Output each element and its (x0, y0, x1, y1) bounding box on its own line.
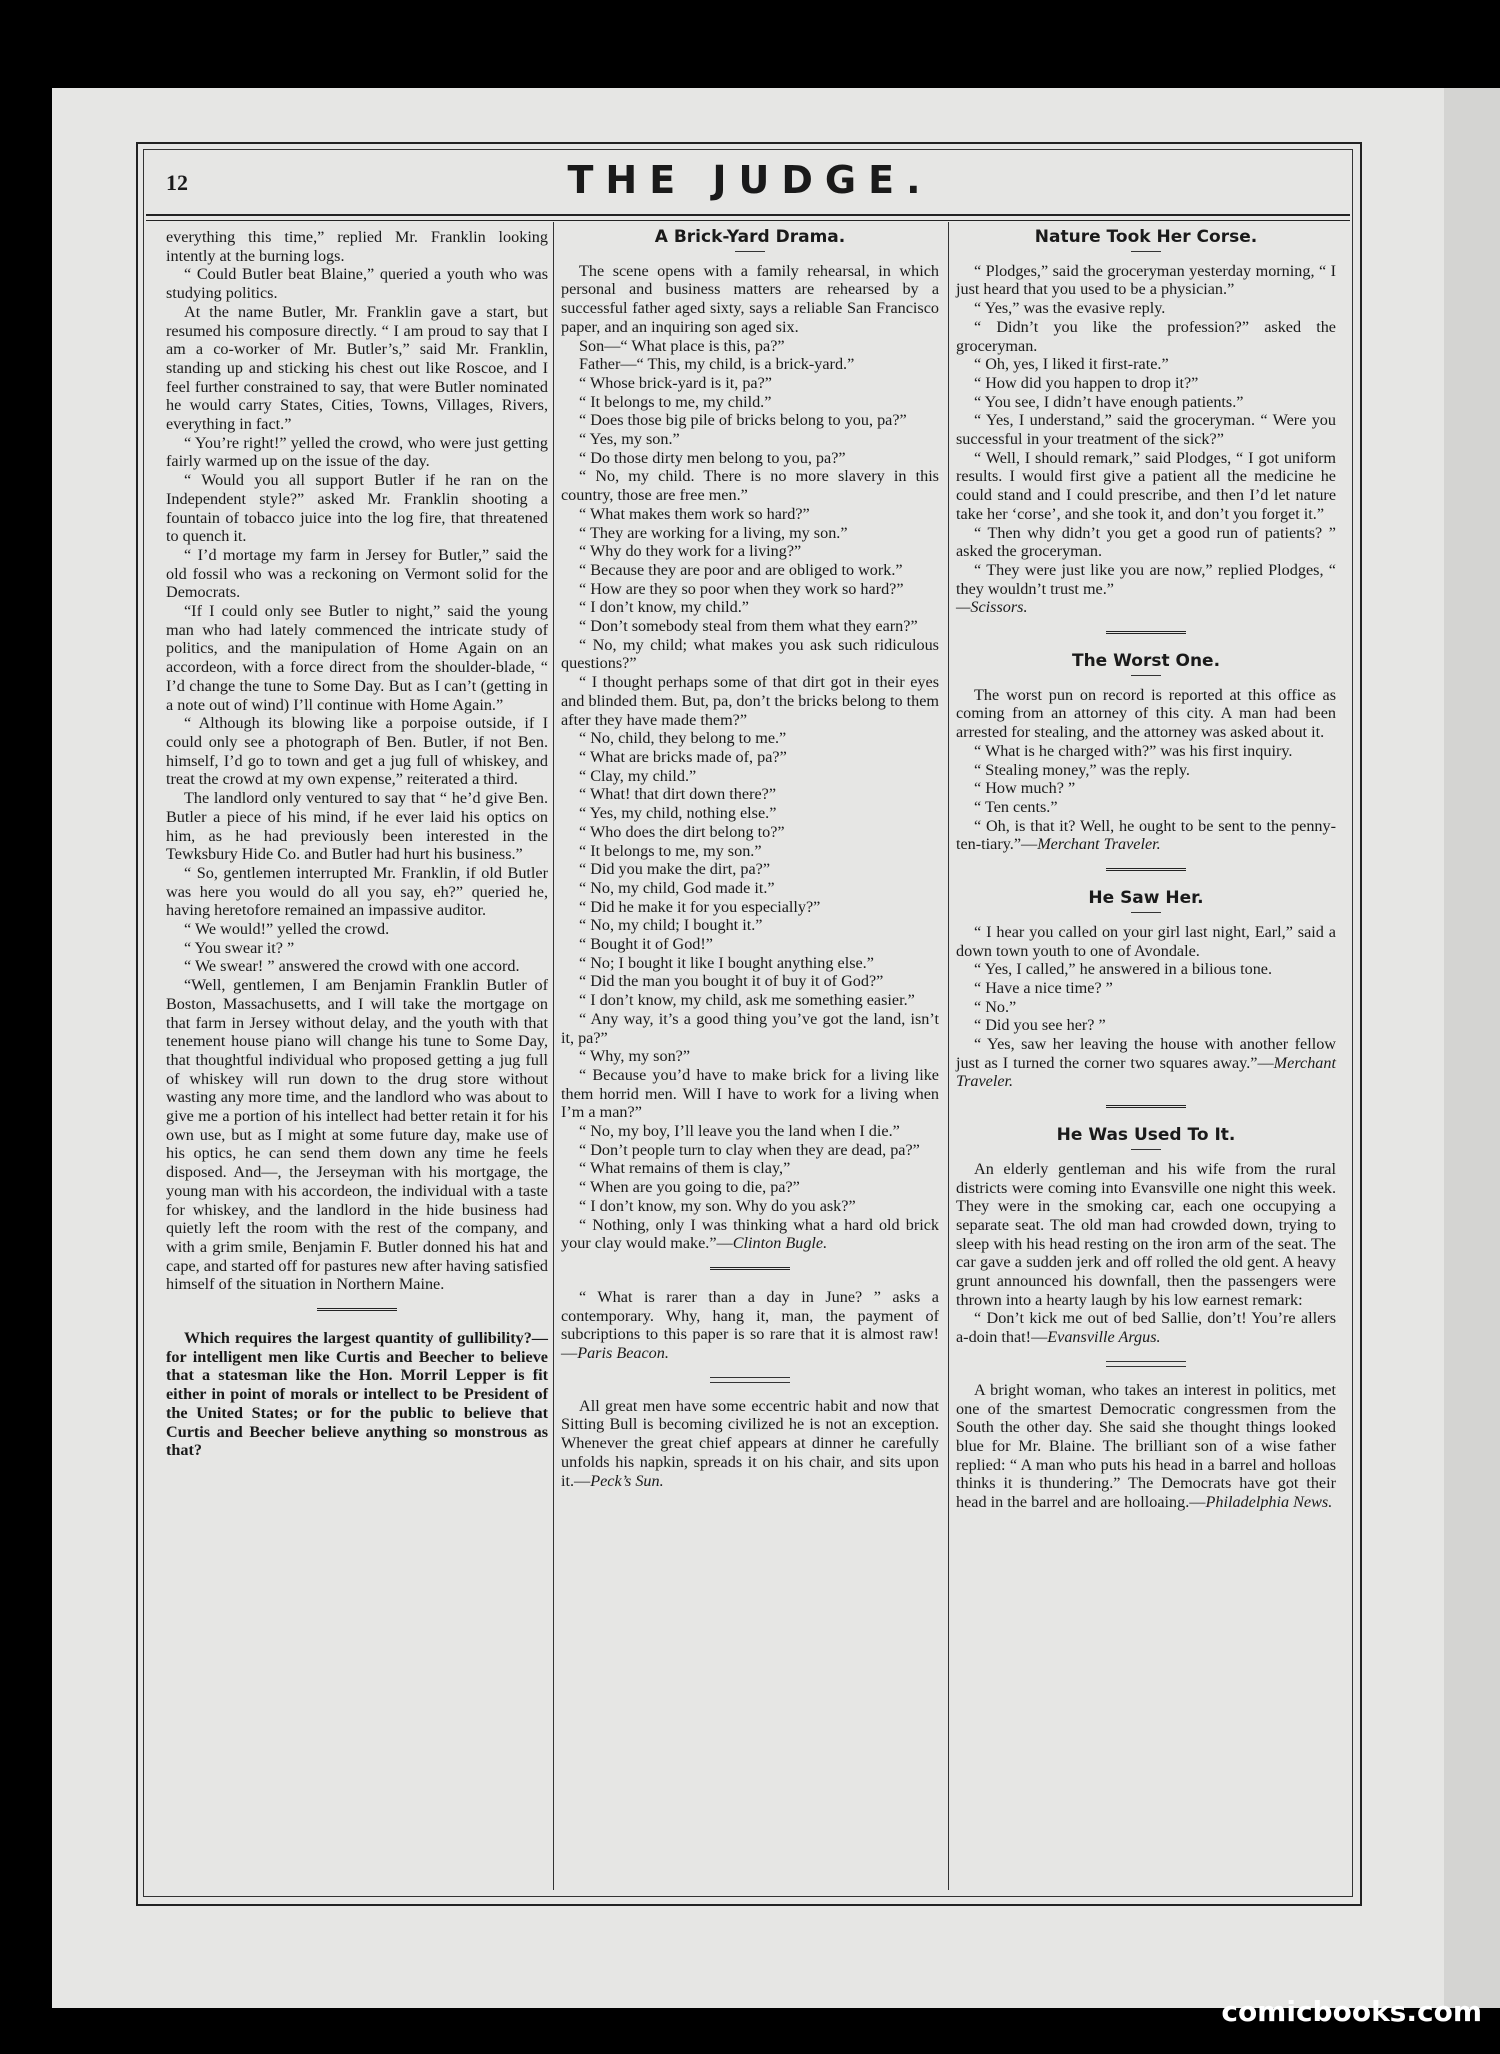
closing-paragraph: Which requires the largest quantity of gullibility?—for intelligent men like Curtis and Beecher to believe that a statesman like the Hon. Morril Lepper is fit either in point of morals or intellect to be President of the United States; or for the public to believe that Curtis and Beecher believe anything so monstrous as that? (166, 1329, 548, 1460)
dialogue-line: “ Because you’d have to make brick for a living like them horrid men. Will I have to work for a living when I’m a man?” (561, 1065, 939, 1122)
dialogue-line: “ I don’t know, my child.” (579, 598, 749, 617)
paragraph: “ Didn’t you like the profession?” asked the groceryman. (956, 317, 1336, 355)
source-credit: Merchant Traveler. (1037, 835, 1161, 854)
dialogue-line: “ What makes them work so hard?” (579, 504, 810, 523)
paragraph-text: “ Don’t kick me out of bed Sallie, don’t! You’re allers a-doin that!— (956, 1309, 1336, 1347)
dialogue-line (561, 1216, 939, 1253)
paragraph: everything this time,” replied Mr. Franklin looking intently at the burning logs. (166, 228, 548, 265)
dialogue-line: “ They are working for a living, my son.” (579, 523, 848, 542)
paragraph: “ You swear it? ” (184, 938, 295, 957)
column-rule-2 (948, 222, 949, 1890)
title-rule (1131, 1149, 1161, 1150)
paragraph: “ Ten cents.” (974, 797, 1058, 816)
paragraph: “ Well, I should remark,” said Plodges, “ I got uniform results. I would first give a patient all the medicine he could stand and I could prescribe, and then I’d let nature take her ‘corse’, and she took it, and don’t you forget it.” (956, 448, 1336, 523)
page-number: 12 (166, 170, 188, 195)
source-credit: —Scissors. (956, 598, 1028, 617)
paragraph: “ I’d mortage my farm in Jersey for Butler,” said the old fossil who was a reckoning on Vermont solid for the Democrats. (166, 545, 548, 602)
paragraph: “ Yes,” was the evasive reply. (974, 299, 1166, 318)
article-title: The Worst One. (1071, 651, 1221, 672)
dialogue-line: “ Whose brick-yard is it, pa?” (579, 373, 772, 392)
dialogue-line: “ Did you make the dirt, pa?” (579, 860, 771, 879)
dialogue-line: “ It belongs to me, my son.” (579, 841, 762, 860)
column-2 (561, 228, 939, 1490)
paragraph-text: “ Yes, saw her leaving the house with another fellow just as I turned the corner two squares away.”— (956, 1035, 1336, 1072)
paragraph: “ How did you happen to drop it?” (974, 373, 1199, 392)
paragraph: “ How much? ” (974, 779, 1076, 798)
paragraph: “If I could only see Butler to night,” said the young man who had lately commenced the intricate study of politics, and the manipulation of Home Again on an accordeon, with a force direct from the shoulder-blade, “ I’d change the tune to Some Day. But as I can’t (getting in a note out of wind) I’ll continue with Home Again.” (166, 602, 548, 714)
section-divider (1106, 1361, 1186, 1367)
paragraph: “ We swear! ” answered the crowd with one accord. (184, 957, 520, 976)
paragraph: “ You see, I didn’t have enough patients.” (974, 392, 1244, 411)
paragraph: “ Stealing money,” was the reply. (974, 760, 1190, 779)
dialogue-line: “ Do those dirty men belong to you, pa?” (579, 448, 846, 467)
dialogue-text: “ Nothing, only I was thinking what a hard old brick your clay would make.”— (561, 1215, 939, 1253)
paragraph: “ Plodges,” said the groceryman yesterday morning, “ I just heard that you used to be a physician.” (956, 261, 1336, 299)
paragraph: “ Although its blowing like a porpoise outside, if I could only see a photograph of Ben. Butler, if not Ben. himself, I’d go to town and get a jug full of whiskey, and treat the crowd at my own expense,” reiterated a third. (166, 714, 548, 789)
paragraph: “ We would!” yelled the crowd. (184, 920, 390, 939)
title-rule (1131, 912, 1161, 913)
dialogue-line: “ What remains of them is clay,” (579, 1159, 791, 1178)
dialogue-line: “ I thought perhaps some of that dirt got in their eyes and blinded them. But, pa, don’t the bricks belong to them after they have made them?” (561, 673, 939, 729)
column-1 (166, 228, 548, 1460)
dialogue-line: “ How are they so poor when they work so hard?” (579, 579, 904, 598)
article-title: He Was Used To It. (1056, 1125, 1236, 1146)
paragraph: “ Then why didn’t you get a good run of patients? ” asked the groceryman. (956, 523, 1336, 561)
source-credit: Peck’s Sun. (590, 1471, 664, 1490)
source-credit: Merchant Traveler. (956, 1053, 1336, 1091)
paragraph-text: “ Oh, is that it? Well, he ought to be sent to the penny-ten-tiary.”— (956, 816, 1336, 854)
paragraph: “Well, gentlemen, I am Benjamin Franklin Butler of Boston, Massachusetts, and I will take the mortgage on that farm in Jersey without delay, and the youth with that tenement house piano will change his tune to Some Day, that thoughtful individual who proposed getting a jug full of whiskey will run down to the drug store without wasting any more time, and the landlord who was about to give me a portion of his intellect had better retain it for his own use, but as I might at some future day, make use of his optics, he can send them down any time he feels disposed. And—, the Jerseyman with his mortgage, the young man with his accordeon, the individual with a taste for whiskey, and the landlord in the hide business had quietly left the room with the rest of the company, and with a grim smile, Benjamin F. Butler donned his hat and cape, and started off for pastures new after having satisfied himself of the situation in Northern Maine. (166, 976, 548, 1294)
paragraph: “ No.” (974, 997, 1017, 1016)
dialogue-line: “ No, my boy, I’ll leave you the land when I die.” (579, 1122, 900, 1141)
dialogue-line: “ Did the man you bought it of buy it of God?” (579, 972, 884, 991)
dialogue-line: “ I don’t know, my son. Why do you ask?” (579, 1196, 856, 1215)
section-divider (1106, 631, 1186, 636)
section-divider (710, 1267, 790, 1272)
paragraph: “ Oh, yes, I liked it first-rate.” (974, 355, 1169, 374)
paragraph-text: A bright woman, who takes an interest in politics, met one of the smartest Democratic congressmen from the South the other day. She said she thought things looked blue for Mr. Blaine. The brilliant son of a wise father replied: “ A man who puts his head in a barrel and holloas thinks it is thundering.” The Democrats have got their head in the barrel and are holloaing.— (956, 1380, 1336, 1512)
paragraph (561, 1288, 939, 1363)
dialogue-line: “ No; I bought it like I bought anything else.” (579, 953, 874, 972)
title-rule (1131, 251, 1161, 252)
article-title: A Brick-Yard Drama. (654, 227, 846, 247)
dialogue-line: “ Why do they work for a living?” (579, 542, 802, 561)
dialogue-line: “ Don’t somebody steal from them what they earn?” (579, 617, 918, 636)
paragraph: The worst pun on record is reported at this office as coming from an attorney of this city. A man had been arrested for stealing, and the attorney was asked about it. (956, 685, 1336, 742)
paragraph: “ Would you all support Butler if he ran on the Independent style?” asked Mr. Franklin shooting a fountain of tobacco juice into the log fire, that threatened to quench it. (166, 471, 548, 546)
dialogue-line: “ No, my child; I bought it.” (579, 916, 763, 935)
section-divider (317, 1308, 397, 1313)
paragraph: The scene opens with a family rehearsal, in which personal and business matters are rehearsed by a successful father aged sixty, says a reliable San Francisco paper, and an inquiring son aged six. (561, 261, 939, 336)
paragraph: “ You’re right!” yelled the crowd, who were just getting fairly warmed up on the issue of the day. (166, 433, 548, 471)
paragraph (956, 1035, 1336, 1091)
dialogue-line: “ No, my child, God made it.” (579, 878, 775, 897)
dialogue-line: “ It belongs to me, my child.” (579, 392, 772, 411)
paragraph-text: “ What is rarer than a day in June? ” asks a contemporary. Why, hang it, man, the payment of subcriptions to this paper is so rare that it is almost raw!— (561, 1287, 939, 1363)
paragraph: “ So, gentlemen interrupted Mr. Franklin, if old Butler was here you would do all you say, eh?” queried he, having heretofore remained an impassive auditor. (166, 863, 548, 920)
masthead-title: THE JUDGE. (567, 158, 933, 202)
dialogue-line: “ No, child, they belong to me.” (579, 729, 787, 748)
paragraph: “ Did you see her? ” (974, 1016, 1106, 1035)
paragraph: “ I hear you called on your girl last night, Earl,” said a down town youth to one of Avondale. (956, 922, 1336, 960)
next-page-edge (1444, 88, 1500, 2008)
dialogue-line: “ Because they are poor and are obliged to work.” (579, 560, 903, 579)
site-watermark: comicbooks.com (1221, 1995, 1482, 2028)
column-rule-1 (553, 222, 554, 1890)
dialogue-line: “ When are you going to die, pa?” (579, 1178, 800, 1197)
paragraph: “ Yes, I understand,” said the groceryman. “ Were you successful in your treatment of the sick?” (956, 411, 1336, 449)
section-divider (710, 1377, 790, 1383)
paragraph: “ They were just like you are now,” replied Plodges, “ they wouldn’t trust me.” (956, 560, 1336, 598)
section-divider (1106, 1105, 1186, 1110)
source-credit: Clinton Bugle. (732, 1234, 828, 1253)
source-credit: Paris Beacon. (577, 1344, 669, 1363)
paragraph: “ What is he charged with?” was his first inquiry. (974, 741, 1293, 760)
dialogue-line: “ Bought it of God!” (579, 935, 713, 954)
paragraph (561, 1397, 939, 1491)
title-rule (1131, 675, 1161, 676)
dialogue-line: Son—“ What place is this, pa?” (579, 336, 785, 355)
dialogue-line: “ Clay, my child.” (579, 766, 697, 785)
column-3 (956, 228, 1336, 1512)
paragraph (956, 1381, 1336, 1512)
dialogue-line: “ Who does the dirt belong to?” (579, 822, 785, 841)
article-title: Nature Took Her Corse. (1034, 227, 1258, 247)
paragraph-text: All great men have some eccentric habit and now that Sitting Bull is becoming civilized he is not an exception. Whenever the great chief appears at dinner he carefully unfolds his napkin, spreads it on his chair, and sits upon it.— (561, 1396, 939, 1490)
source-credit: Evansville Argus. (1047, 1328, 1161, 1347)
paragraph: The landlord only ventured to say that “ he’d give Ben. Butler a piece of his mind, if he ever laid his optics on him, as he had previously been interested in the Tewksbury Hide Co. and Butler had hurt his business.” (166, 789, 548, 864)
dialogue-line: “ I don’t know, my child, ask me something easier.” (579, 991, 915, 1010)
dialogue-line: “ Yes, my child, nothing else.” (579, 804, 777, 823)
paragraph (956, 1309, 1336, 1346)
source-credit: Philadelphia News. (1205, 1493, 1333, 1512)
dialogue-line: “ Any way, it’s a good thing you’ve got the land, isn’t it, pa?” (561, 1009, 939, 1047)
masthead-rule (146, 214, 1350, 221)
dialogue-line: “ Why, my son?” (579, 1047, 691, 1066)
section-divider (1106, 868, 1186, 873)
dialogue-line: “ What! that dirt down there?” (579, 785, 777, 804)
paragraph: At the name Butler, Mr. Franklin gave a start, but resumed his composure directly. “ I am proud to say that I am a co-worker of Mr. Butler’s,” said Mr. Franklin, standing up and sticking his chest out like Roscoe, and I feel further constrained to say, that were Butler nominated he would carry States, Cities, Towns, Villages, Rivers, everything in fact.” (166, 302, 548, 434)
dialogue-line: Father—“ This, my child, is a brick-yard.” (579, 355, 855, 374)
dialogue-line: “ No, my child. There is no more slavery in this country, those are free men.” (561, 467, 939, 505)
dialogue-line: “ Don’t people turn to clay when they are dead, pa?” (579, 1140, 920, 1159)
article-title: He Saw Her. (1088, 888, 1204, 909)
dialogue-line: “ Does those big pile of bricks belong to you, pa?” (579, 411, 907, 430)
dialogue-line: “ No, my child; what makes you ask such ridiculous questions?” (561, 635, 939, 673)
title-rule (735, 251, 765, 252)
dialogue-line: “ Yes, my son.” (579, 430, 680, 449)
paragraph: “ Could Butler beat Blaine,” queried a youth who was studying politics. (166, 265, 548, 303)
paragraph: An elderly gentleman and his wife from the rural districts were coming into Evansville one night this week. They were in the smoking car, each one occupying a separate seat. The old man had crowded down, trying to sleep with his head resting on the iron arm of the seat. The car gave a sudden jerk and off rolled the old gent. A heavy grunt announced his downfall, then the passengers were thrown into a hearty laugh by his low earnest remark: (956, 1159, 1336, 1309)
paragraph (956, 817, 1336, 854)
paragraph: “ Have a nice time? ” (974, 978, 1113, 997)
dialogue-line: “ What are bricks made of, pa?” (579, 747, 787, 766)
paragraph: “ Yes, I called,” he answered in a bilious tone. (974, 960, 1273, 979)
dialogue-line: “ Did he make it for you especially?” (579, 897, 821, 916)
